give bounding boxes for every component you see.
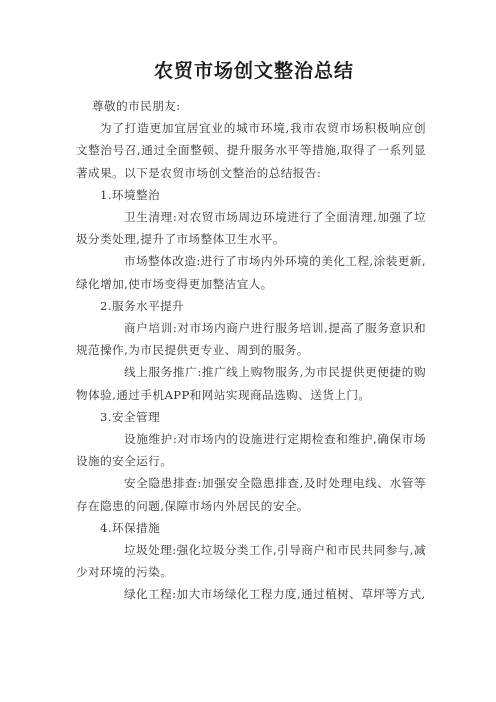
section-paragraph: 市场整体改造:进行了市场内外环境的美化工程,涂装更新,绿化增加,使市场变得更加整洁宜人。 bbox=[76, 254, 426, 291]
document-title: 农贸市场创文整治总结 bbox=[153, 60, 354, 82]
section-heading: 1.环境整治 bbox=[100, 187, 161, 202]
section-paragraph: 绿化工程:加大市场绿化工程力度,通过植树、草坪等方式, bbox=[124, 587, 426, 602]
section-safety bbox=[76, 406, 426, 517]
section-paragraph: 垃圾处理:强化垃圾分类工作,引导商户和市民共同参与,减少对环境的污染。 bbox=[76, 543, 426, 580]
greeting: 尊敬的市民朋友: bbox=[92, 99, 181, 113]
intro-paragraph: 为了打造更加宜居宜业的城市环境,我市农贸市场积极响应创文整治号召,通过全面整顿、提升服务水平等措施,取得了一系列显著成果。以下是农贸市场创文整治的总结报告: bbox=[76, 121, 426, 180]
section-heading: 4.环保措施 bbox=[100, 520, 161, 535]
section-paragraph: 卫生清理:对农贸市场周边环境进行了全面清理,加强了垃圾分类处理,提升了市场整体卫生水平。 bbox=[76, 210, 426, 247]
section-environmental-protection bbox=[76, 517, 426, 606]
section-paragraph: 安全隐患排查:加强安全隐患排查,及时处理电线、水管等存在隐患的问题,保障市场内外居民的安全。 bbox=[76, 476, 426, 513]
section-environment bbox=[76, 184, 426, 295]
section-heading: 2.服务水平提升 bbox=[100, 298, 185, 313]
section-heading: 3.安全管理 bbox=[100, 409, 161, 424]
section-service bbox=[76, 295, 426, 406]
section-paragraph: 线上服务推广:推广线上购物服务,为市民提供更便捷的购物体验,通过手机APP和网站实现商品选购、送货上门。 bbox=[76, 365, 426, 402]
section-paragraph: 商户培训:对市场内商户进行服务培训,提高了服务意识和规范操作,为市民提供更专业、周到的服务。 bbox=[76, 321, 426, 358]
section-paragraph: 设施维护:对市场内的设施进行定期检查和维护,确保市场设施的安全运行。 bbox=[76, 432, 426, 469]
